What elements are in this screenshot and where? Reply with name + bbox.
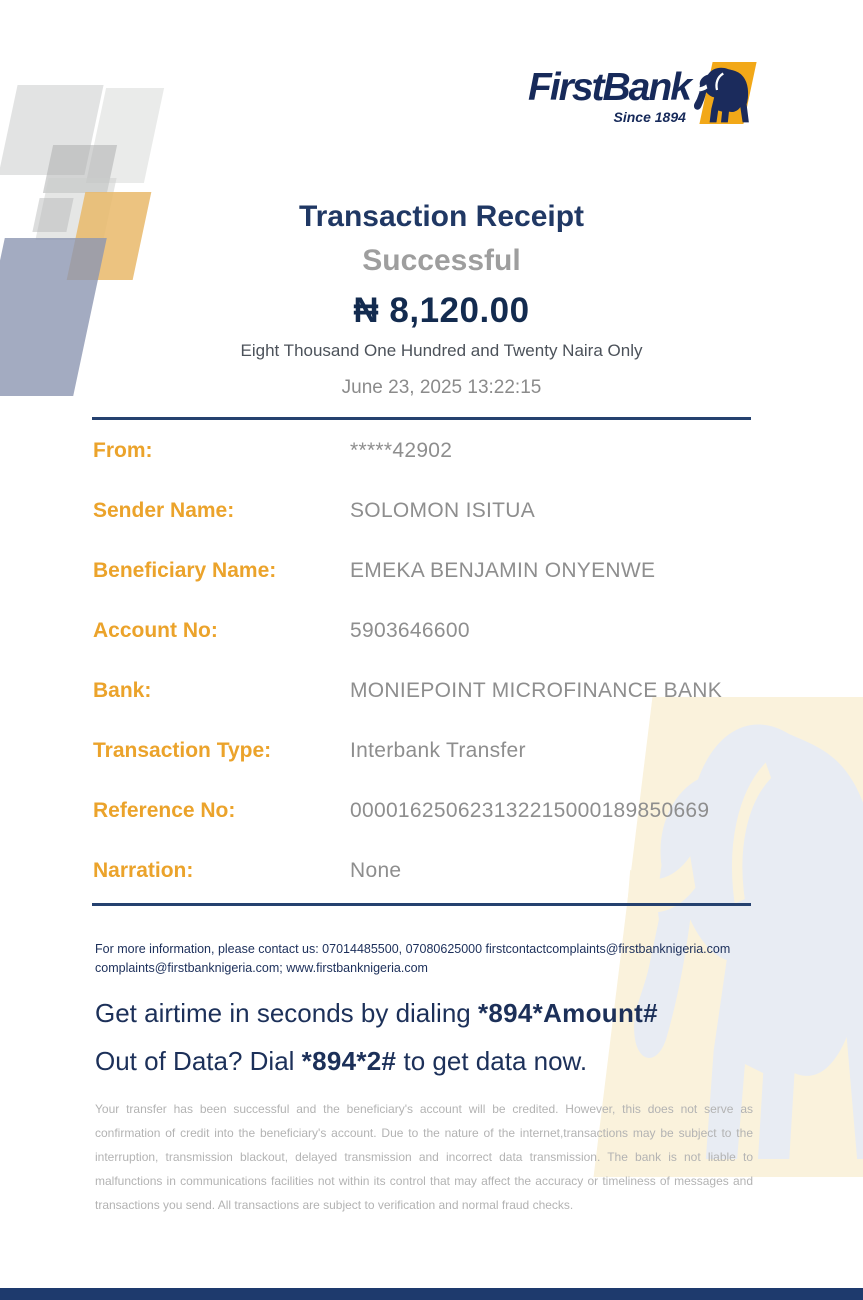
detail-value: 000016250623132215000189850669 (350, 799, 710, 822)
detail-value: EMEKA BENJAMIN ONYENWE (350, 559, 656, 582)
detail-label: Account No: (93, 619, 218, 642)
detail-label: Reference No: (93, 799, 236, 822)
detail-row-bank (93, 661, 752, 721)
contact-info: For more information, please contact us: 07014485500, 07080625000 firstcontactcomplaints@firstbanknigeria.com complaints@firstbanknigeria.com; www.firstbanknigeria.com (95, 942, 731, 976)
status-text: Successful (362, 244, 521, 277)
amount-in-words: Eight Thousand One Hundred and Twenty Naira Only (240, 341, 643, 360)
detail-label: Narration: (93, 859, 194, 882)
logo-wordmark: FirstBank (528, 66, 690, 109)
promo-data-code: *894*2# (301, 1045, 397, 1076)
detail-row-sender-name (93, 481, 752, 541)
amount: ₦ 8,120.00 (353, 291, 530, 330)
detail-value: SOLOMON ISITUA (350, 499, 536, 522)
detail-row-narration (93, 841, 752, 901)
promo-airtime-line (95, 997, 775, 1030)
detail-row-account-no (93, 601, 752, 661)
logo-tagline: Since 1894 (613, 109, 686, 125)
promo-airtime-prefix: Get airtime in seconds by dialing (95, 998, 478, 1028)
detail-value: MONIEPOINT MICROFINANCE BANK (350, 679, 723, 702)
promo-block (95, 997, 775, 1092)
detail-value: None (350, 859, 402, 882)
detail-value: Interbank Transfer (350, 739, 526, 762)
detail-label: Transaction Type: (93, 739, 272, 762)
logo-text-block (528, 68, 690, 125)
detail-row-reference-no (93, 781, 752, 841)
promo-airtime-code: *894*Amount# (477, 998, 658, 1028)
detail-label: Bank: (93, 679, 152, 702)
promo-data-prefix: Out of Data? Dial (95, 1045, 302, 1076)
disclaimer-text: Your transfer has been successful and the beneficiary's account will be credited. However, this does not serve as confirmation of credit into the beneficiary's account. Due to the nature of the internet,transactions may be subject to the interruption, transmission blackout, delayed transmission and incorrect data transmission. The bank is not liable to malfunctions in communications facilities not within its control that may affect the accuracy or timeliness of messages and transactions you send. All transactions are subject to verification and normal fraud checks. (95, 1102, 753, 1212)
detail-label: Sender Name: (93, 499, 235, 522)
promo-data-suffix: to get data now. (396, 1045, 588, 1076)
transaction-datetime: June 23, 2025 13:22:15 (341, 377, 542, 398)
divider-top (92, 417, 751, 420)
detail-value: *****42902 (350, 439, 453, 462)
detail-label: From: (93, 439, 153, 462)
detail-value: 5903646600 (350, 619, 470, 642)
firstbank-logo (528, 60, 764, 128)
transaction-details (93, 421, 752, 901)
page-title: Transaction Receipt (298, 200, 585, 233)
promo-data-line (95, 1045, 775, 1078)
logo-mark (692, 60, 754, 128)
elephant-logo-icon (692, 64, 750, 124)
detail-row-transaction-type (93, 721, 752, 781)
detail-row-beneficiary-name (93, 541, 752, 601)
footer-accent-bar (0, 1288, 863, 1300)
detail-row-from (93, 421, 752, 481)
divider-bottom (92, 903, 751, 906)
detail-label: Beneficiary Name: (93, 559, 277, 582)
